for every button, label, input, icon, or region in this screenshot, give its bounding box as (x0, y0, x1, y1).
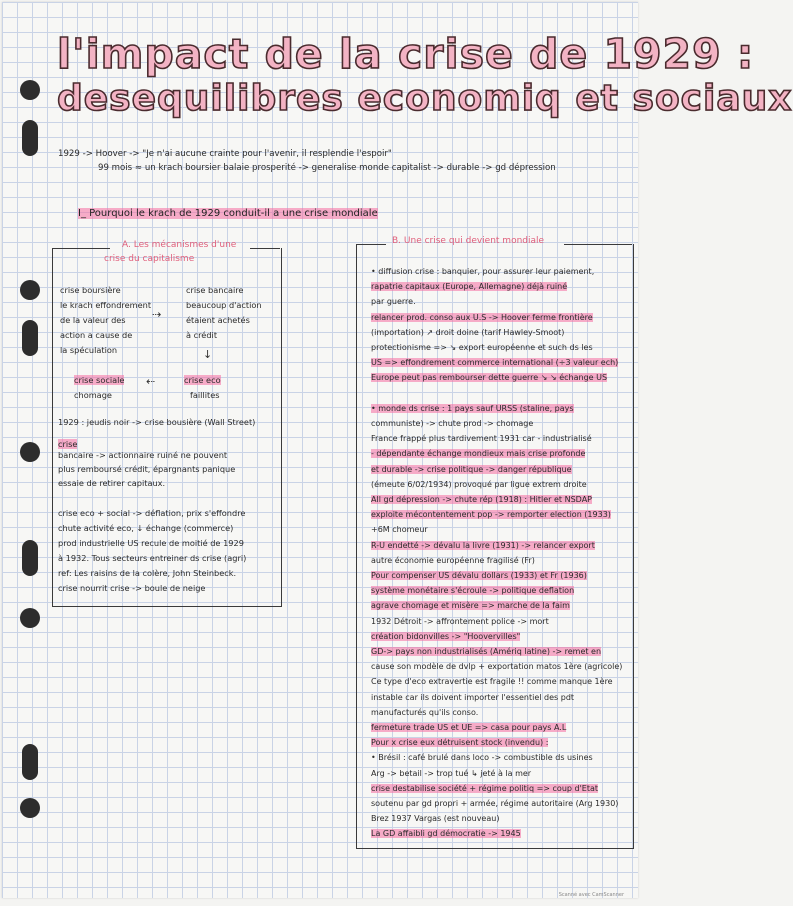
right-note-text: et durable -> crise politique -> danger république (371, 464, 572, 474)
diagram-text: faillites (190, 390, 220, 400)
right-note-line (371, 448, 585, 460)
diagram-text: étaient achetés (186, 315, 250, 325)
right-note-line (371, 342, 593, 354)
block-line: chute activité eco, ↓ échange (commerce) (58, 523, 234, 533)
block-line: prod industrielle US recule de moitié de 1929 (58, 538, 244, 548)
block-line: plus remboursé crédit, épargnants panique (58, 464, 236, 474)
left-subtitle-2: crise du capitalisme (104, 254, 195, 264)
right-note-line (371, 798, 618, 810)
block-line: à 1932. Tous secteurs entreiner ds crise (agri) (58, 553, 247, 563)
right-note-line (371, 646, 601, 658)
diagram-text: crise boursière (60, 285, 121, 295)
arrow-right-icon: ⇢ (152, 308, 162, 321)
diagram-highlight: crise sociale (74, 375, 125, 385)
binder-slot (22, 120, 38, 156)
right-note-text: autre économie européenne fragilisé (Fr) (371, 555, 535, 565)
right-note-line (371, 418, 533, 430)
right-note-text: US => effondrement commerce international (÷3 valeur ech) (371, 358, 619, 368)
right-note-line (371, 676, 613, 688)
right-note-text: Arg -> betail -> trop tué ↳ jeté à la mer (371, 768, 532, 778)
right-note-text: protectionisme => ↘ export européenne et such ds les (371, 343, 593, 352)
right-note-text: Pour compenser US dévalu dollars (1933) et Fr (1936) (371, 571, 587, 580)
right-note-text: crise destabilise société + régime politiq => coup d'Etat (371, 783, 599, 793)
block-line: ref: Les raisins de la colère, John Steinbeck. (58, 568, 237, 578)
right-note-line (371, 281, 567, 293)
right-note-text: France frappé plus tardivement 1931 car - industrialisé (371, 434, 592, 444)
right-note-line (371, 783, 598, 795)
right-note-text: Europe peut pas rembourser dette guerre ↘ ↘ échange US (371, 373, 608, 383)
binder-hole (20, 442, 40, 462)
right-note-text: Pour x crise eux détruisent stock (invendu) : (371, 738, 549, 748)
right-note-text: fermeture trade US et UE => casa pour pays A.L (371, 723, 567, 732)
right-note-line (371, 494, 592, 506)
right-note-line (371, 509, 611, 521)
right-note-line (371, 737, 548, 749)
binder-hole (20, 80, 40, 100)
right-note-text: R-U endetté -> dévalu la livre (1931) -> relancer export (371, 540, 595, 550)
right-note-line (371, 768, 531, 780)
right-note-text: relancer prod. conso aux U.S -> Hoover ferme frontière (371, 312, 593, 322)
right-note-line (371, 479, 587, 491)
right-note-text: • monde ds crise : 1 pays sauf URSS (staline, pays (371, 403, 574, 413)
right-note-line (371, 661, 622, 673)
diagram-highlight: crise eco (184, 375, 221, 385)
right-note-text: GD-> pays non industrialisés (Amériq latine) -> remet en (371, 647, 602, 656)
right-note-text: 1932 Détroit -> affrontement police -> mort (371, 616, 549, 626)
right-note-text: (émeute 6/02/1934) provoqué par ligue extrem droite (371, 479, 587, 489)
diagram-text: beaucoup d'action (186, 300, 262, 310)
page-title-line1: l'impact de la crise de 1929 : (57, 30, 755, 78)
diagram-text (184, 374, 221, 386)
right-note-text: par guerre. (371, 297, 416, 307)
right-note-line (371, 631, 520, 643)
diagram-text (74, 374, 124, 386)
right-note-line (371, 722, 566, 734)
right-note-text: +6M chomeur (371, 525, 428, 535)
diagram-text: de la valeur des (60, 315, 126, 325)
right-note-text: manufacturés qu'ils conso. (371, 707, 479, 717)
right-note-line (371, 312, 593, 324)
right-note-line (371, 707, 478, 719)
right-note-text: Brez 1937 Vargas (est nouveau) (371, 814, 500, 824)
jeudi-noir-line: 1929 : jeudis noir -> crise bousière (Wall Street) (58, 417, 256, 427)
right-note-text: cause son modèle de dvlp + exportation matos 1ère (agricole) (371, 662, 623, 672)
right-note-line (371, 570, 587, 582)
right-note-text: création bidonvilles -> "Hoovervilles" (371, 631, 521, 641)
diagram-text: action a cause de (60, 330, 133, 340)
right-note-line (371, 555, 535, 567)
intro-line-2: 99 mois ≈ un krach boursier balaie prosperité -> generalise monde capitalist -> durable -> gd dépression (98, 163, 556, 173)
arrow-down-icon: ↓ (203, 348, 213, 361)
right-note-text: • diffusion crise : banquier, pour assurer leur paiement, (371, 267, 595, 276)
right-note-text: rapatrie capitaux (Europe, Allemagne) déjà ruiné (371, 282, 568, 292)
right-note-text: (importation) ↗ droit doine (tarif Hawley-Smoot) (371, 327, 565, 337)
right-note-line (371, 524, 428, 536)
arrow-left-icon: ⇠ (146, 375, 156, 388)
right-note-line (371, 372, 607, 384)
right-note-text: La GD affaibli gd démocratie -> 1945 (371, 829, 521, 839)
right-note-text: • Brésil : café brulé dans loco -> combustible ds usines (371, 753, 593, 763)
block-line: crise eco + social -> déflation, prix s'effondre (58, 508, 246, 518)
right-note-line (371, 828, 521, 840)
right-note-line (371, 813, 499, 825)
right-note-line (371, 357, 618, 369)
section-title (78, 208, 378, 219)
right-note-line (371, 752, 593, 764)
binder-hole (20, 280, 40, 300)
right-note-text: instable car ils doivent importer l'essentiel des pdt (371, 692, 575, 702)
page-title-line2: desequilibres economiq et sociaux (57, 78, 793, 119)
diagram-text: à crédit (186, 330, 218, 340)
right-note-line (371, 403, 574, 415)
binder-slot (22, 744, 38, 780)
binder-hole (20, 798, 40, 818)
right-note-line (371, 266, 594, 278)
block-line: essaie de retirer capitaux. (58, 478, 166, 488)
right-note-text: système monétaire s'écroule -> politique deflation (371, 586, 575, 596)
right-note-text: soutenu par gd propri + armée, régime autoritaire (Arg 1930) (371, 799, 619, 808)
binder-slot (22, 540, 38, 576)
diagram-text: crise bancaire (186, 285, 244, 295)
right-note-text: agrave chomage et misère => marche de la faim (371, 601, 570, 611)
right-note-line (371, 616, 549, 628)
right-note-line (371, 327, 564, 339)
right-note-line (371, 540, 595, 552)
right-note-line (371, 585, 574, 597)
right-note-text: All gd dépression -> chute rép (1918) : Hitler et NSDAP (371, 495, 592, 504)
right-note-line (371, 600, 570, 612)
right-note-text: communiste) -> chute prod -> chomage (371, 419, 534, 428)
right-note-line (371, 464, 572, 476)
left-subtitle-1: A. Les mécanismes d'une (122, 240, 237, 250)
right-note-text: - dépendante échange mondieux mais crise profonde (371, 449, 586, 459)
right-note-line (371, 433, 592, 445)
right-note-line (371, 296, 416, 308)
notebook-page (2, 2, 793, 898)
section-title-text: I_ Pourquoi le krach de 1929 conduit-il a une crise mondiale (78, 208, 378, 219)
intro-line-1: 1929 -> Hoover -> "Je n'ai aucune crainte pour l'avenir, il resplendie l'espoir" (58, 149, 392, 159)
block-line: crise nourrit crise -> boule de neige (58, 583, 206, 593)
block-line: bancaire -> actionnaire ruiné ne pouvent (58, 450, 228, 460)
diagram-text: chomage (74, 390, 112, 400)
block-highlight: crise (58, 439, 78, 449)
binder-hole (20, 608, 40, 628)
diagram-text: la spéculation (60, 345, 118, 355)
right-note-line (371, 692, 574, 704)
right-subtitle: B. Une crise qui devient mondiale (392, 236, 545, 246)
right-note-text: exploite mécontentement pop -> remporter election (1933) (371, 510, 611, 520)
scanner-footer: Scanné avec CamScanner (558, 892, 624, 898)
diagram-text: le krach effondrement (60, 300, 152, 310)
right-note-text: Ce type d'eco extravertie est fragile !! comme manque 1ère (371, 677, 613, 687)
binder-slot (22, 320, 38, 356)
